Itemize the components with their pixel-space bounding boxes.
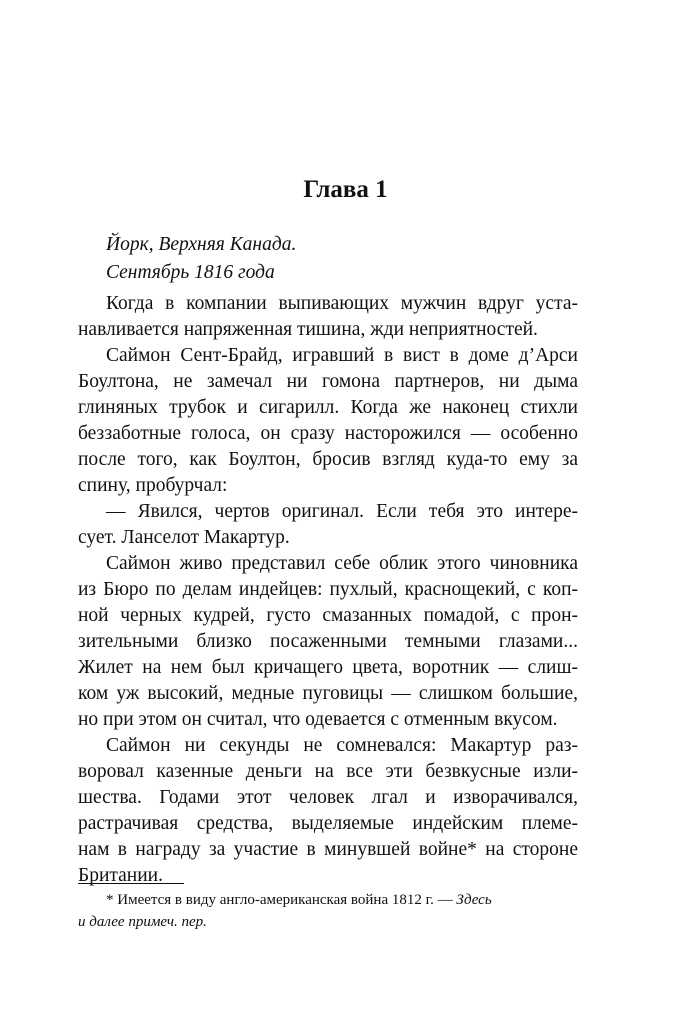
text-line: Боултона, не замечал ни гомона партнеров, ни дыма: [78, 371, 578, 392]
text-line: нам в награду за участие в минувшей войне* на стороне: [78, 839, 578, 860]
text-line: беззаботные голоса, он сразу насторожился — особенно: [78, 423, 578, 444]
footnote-line: [78, 889, 578, 911]
text-line: после того, как Боултон, бросив взгляд куда-то ему за: [78, 449, 578, 470]
text-line: но при этом он считал, что одевается с отменным вкусом.: [78, 709, 558, 730]
text-line: Когда в компании выпивающих мужчин вдруг уста-: [106, 293, 578, 314]
footnote-line: [78, 911, 578, 933]
text-line: Саймон ни секунды не сомневался: Макартур раз-: [106, 735, 578, 756]
text-line: воровал казенные деньги на все эти безвкусные изли-: [78, 761, 578, 782]
text-line: глиняных трубок и сигарилл. Когда же наконец стихли: [78, 397, 578, 418]
body-text: [78, 291, 578, 889]
epigraph-date: Сентябрь 1816 года: [106, 262, 275, 283]
text-line: Жилет на нем был кричащего цвета, воротник — слиш-: [78, 657, 578, 678]
epigraph: [106, 231, 296, 287]
footnote: [78, 889, 578, 933]
text-line: растрачивая средства, выделяемые индейским племе-: [78, 813, 578, 834]
text-line: шества. Годами этот человек лгал и изворачивался,: [78, 787, 578, 808]
text-line: навливается напряженная тишина, жди неприятностей.: [78, 319, 538, 340]
footnote-italic: Здесь: [456, 892, 492, 908]
epigraph-place: Йорк, Верхняя Канада.: [106, 234, 297, 255]
text-line: — Явился, чертов оригинал. Если тебя это интере-: [106, 501, 578, 522]
text-line: ком уж высокий, медные пуговицы — слишком большие,: [78, 683, 578, 704]
text-line: спину, пробурчал:: [78, 475, 228, 496]
footnote-divider: [78, 883, 184, 884]
text-line: Британии.: [78, 865, 163, 886]
text-line: сует. Ланселот Макартур.: [78, 527, 290, 548]
footnote-text: * Имеется в виду англо-американская война 1812 г. —: [106, 892, 457, 908]
text-line: ной черных кудрей, густо смазанных помадой, с прон-: [78, 605, 578, 626]
chapter-title: Глава 1: [303, 176, 388, 203]
text-line: из Бюро по делам индейцев: пухлый, краснощекий, с коп-: [78, 579, 578, 600]
text-line: Саймон Сент-Брайд, игравший в вист в доме д’Арси: [106, 345, 578, 366]
text-line: Саймон живо представил себе облик этого чиновника: [106, 553, 578, 574]
text-line: зительными близко посаженными темными глазами...: [78, 631, 578, 652]
footnote-italic: и далее примеч. пер.: [78, 914, 207, 930]
